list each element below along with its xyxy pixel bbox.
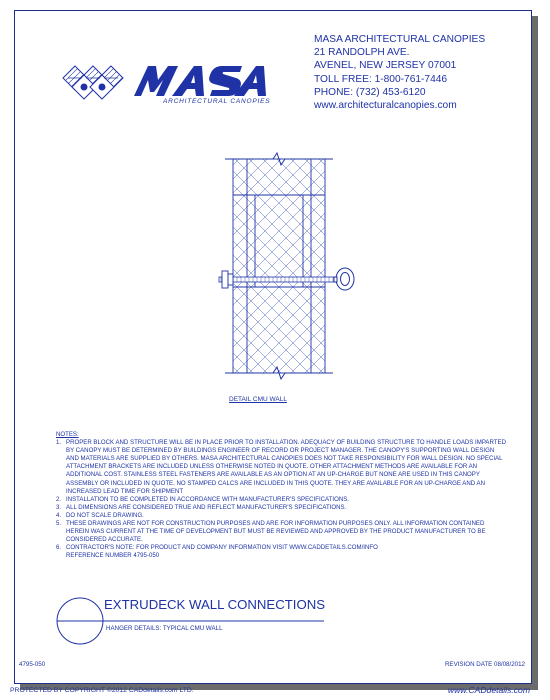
company-tollfree: TOLL FREE: 1-800-761-7446 [314, 73, 448, 85]
sheet-subtitle: HANGER DETAILS: TYPICAL CMU WALL [106, 625, 223, 632]
note-item: 1. PROPER BLOCK AND STRUCTURE WILL BE IN PLACE PRIOR TO INSTALLATION. ADEQUACY OF BUILDING STRUCTURE TO HANDLE LOADS IMPARTED BY CANOPY MUST BE DETERMINED BY BUILDINGS ENGINEER OF RECORD OR PROJECT MANAGER. THE CANOPY'S SUPPORTING WALL DESIGN AND MATERIALS ARE SUPPLIED BY OTHERS. MASA ARCHITECTURAL CANOPIES DOES NOT TAKE RESPONSIBILITY FOR WALL DESIGN. NO SPECIAL ATTACHMENT BRACKETS ARE INCLUDED UNLESS OTHERWISE NOTED IN QUOTE. OTHER ATTACHMENT METHODS ARE AVAILABLE FOR AN ADDITIONAL COST. STAINLESS STEEL FASTENERS ARE AVAILABLE AS AN OPTION AT AN UP-CHARGE BUT NONE ARE USED IN THIS CANOPY ASSEMBLY OR INCLUDED IN QUOTE. NO STAMPED CALCS ARE INCLUDED IN THIS QUOTE. THEY ARE AVAILABLE FOR AN UP-CHARGE AND AN INCREASED LEAD TIME FOR SHIPMENT [56, 439, 506, 495]
logo-emblem [63, 66, 123, 99]
drawing-number: 4795-050 [19, 661, 46, 668]
note-item: 2. INSTALLATION TO BE COMPLETED IN ACCORDANCE WITH MANUFACTURER'S SPECIFICATIONS. [56, 495, 349, 503]
company-city: AVENEL, NEW JERSEY 07001 [314, 60, 457, 72]
company-name: MASA ARCHITECTURAL CANOPIES [314, 34, 486, 45]
logo-tagline: ARCHITECTURAL CANOPIES [163, 98, 271, 105]
note-item: 3. ALL DIMENSIONS ARE CONSIDERED TRUE AND REFLECT MANUFACTURER'S SPECIFICATIONS. [56, 503, 347, 511]
notes-block [56, 431, 506, 561]
company-street: 21 RANDOLPH AVE. [314, 47, 410, 59]
detail-caption: DETAIL CMU WALL [229, 396, 287, 403]
company-phone: PHONE: (732) 453-6120 [314, 86, 426, 98]
notes-header: NOTES: [56, 431, 79, 438]
copyright-text: PROTECTED BY COPYRIGHT ©2012 CADdetails.com LTD. [10, 687, 194, 694]
reference-number: REFERENCE NUMBER 4795-050 [66, 552, 160, 560]
logo-wordmark [134, 66, 266, 96]
caddetails-link[interactable]: www.CADdetails.com [447, 685, 530, 695]
sheet-title: EXTRUDECK WALL CONNECTIONS [104, 597, 326, 612]
note-item: 6. CONTRACTOR'S NOTE: FOR PRODUCT AND COMPANY INFORMATION VISIT WWW.CADDETAILS.COM/INFO [56, 544, 378, 552]
copyright-bar [0, 684, 550, 698]
threaded-rod [219, 277, 337, 282]
cmu-wall-detail-drawing [195, 147, 375, 392]
nut-and-washer [222, 271, 233, 288]
note-item: 4. DO NOT SCALE DRAWING. [56, 511, 144, 519]
note-item: 5. THESE DRAWINGS ARE NOT FOR CONSTRUCTION PURPOSES AND ARE FOR INFORMATION PURPOSES ONLY. ALL INFORMATION CONTAINED HEREIN WAS CURRENT AT THE TIME OF DEVELOPMENT BUT MUST BE REVIEWED AND APPROVED BY THE PRODUCT MANUFACTURER TO BE CONSIDERED ACCURATE. [56, 520, 486, 544]
company-info [314, 33, 485, 112]
eye-bolt [334, 268, 354, 290]
company-website[interactable]: www.architecturalcanopies.com [314, 100, 457, 112]
revision-date: REVISION DATE 08/08/2012 [444, 661, 525, 668]
